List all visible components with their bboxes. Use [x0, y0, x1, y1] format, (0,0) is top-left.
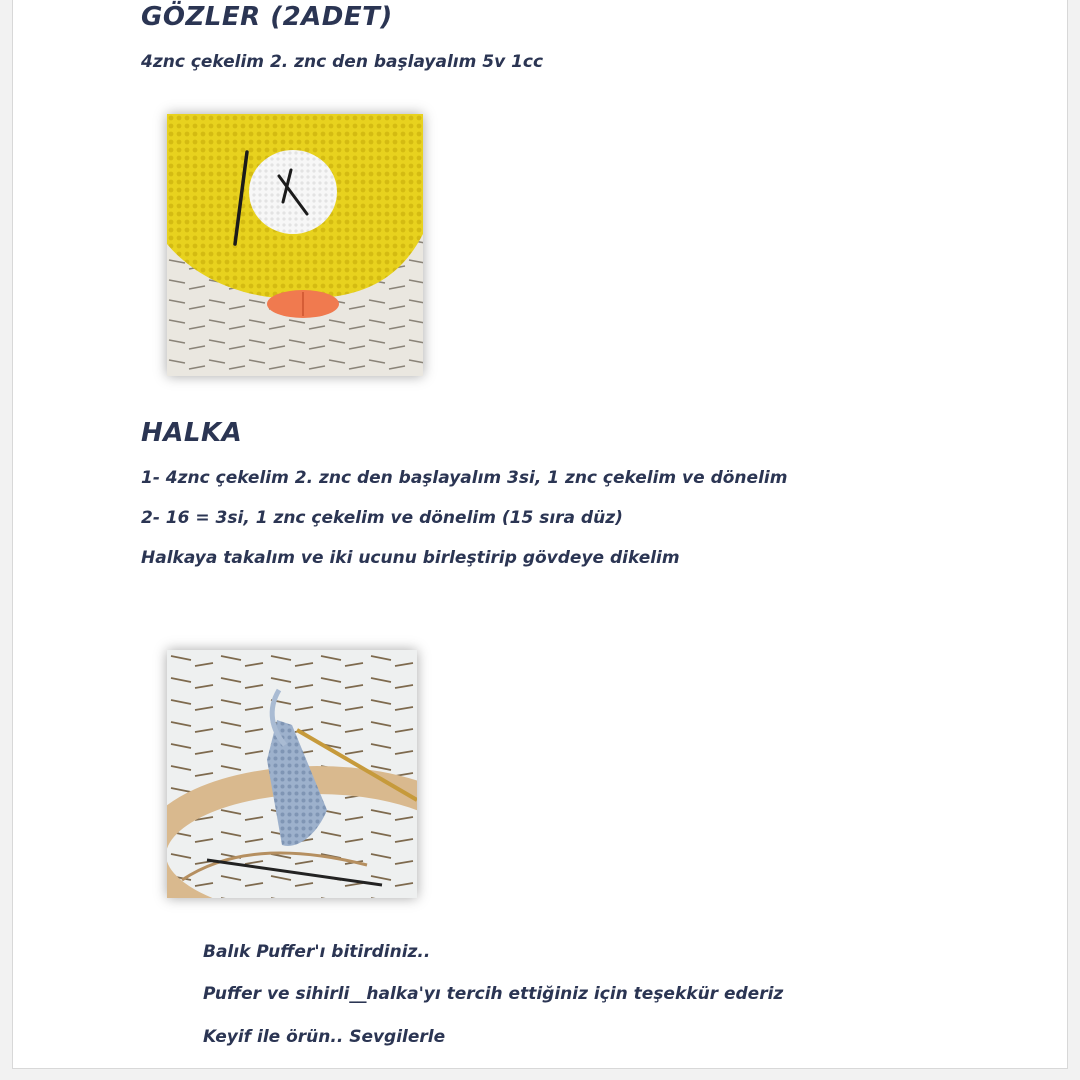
- closing-line-3: Keyif ile örün.. Sevgilerle: [203, 1027, 446, 1047]
- document-page: [12, 0, 1068, 1069]
- eyes-section-title: GÖZLER (2ADET): [141, 2, 393, 32]
- eye-photo: [167, 114, 423, 376]
- ring-section-title: HALKA: [141, 418, 243, 448]
- closing-line-2: Puffer ve sihirli__halka'yı tercih ettiğiniz için teşekkür ederiz: [203, 984, 784, 1004]
- eyes-instruction: 4znc çekelim 2. znc den başlayalım 5v 1cc: [141, 52, 544, 72]
- ring-photo: [167, 650, 417, 898]
- ring-step-1: 1- 4znc çekelim 2. znc den başlayalım 3si, 1 znc çekelim ve dönelim: [141, 468, 788, 488]
- ring-step-3: Halkaya takalım ve iki ucunu birleştirip gövdeye dikelim: [141, 548, 680, 568]
- ring-photo-illustration: [167, 650, 417, 898]
- closing-line-1: Balık Puffer'ı bitirdiniz..: [203, 942, 431, 962]
- eye-photo-illustration: [167, 114, 423, 376]
- ring-step-2: 2- 16 = 3si, 1 znc çekelim ve dönelim (15 sıra düz): [141, 508, 623, 528]
